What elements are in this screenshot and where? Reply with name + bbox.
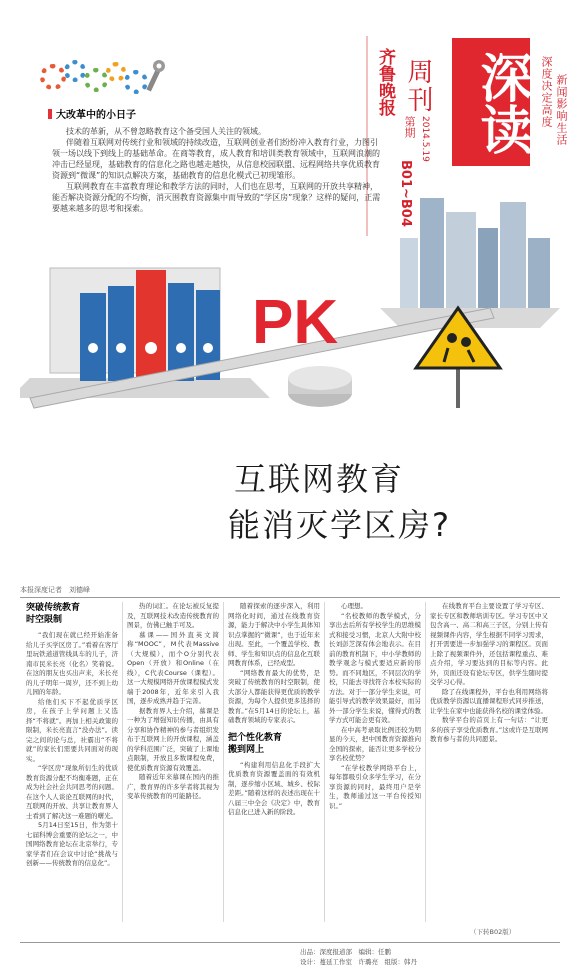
subheading: 时空限制 [26, 615, 63, 625]
page-headline [228, 456, 451, 548]
issue-number: 第期 [402, 116, 414, 138]
gears-illustration [40, 60, 170, 100]
article-column [228, 602, 320, 818]
paragraph: 心理想。 [341, 602, 367, 610]
subheading: 搬到网上 [228, 744, 265, 755]
pk-label: PK [252, 288, 339, 357]
headline-line: 能消灭学区房? [228, 506, 451, 544]
continued-note: （下转B02版） [470, 928, 516, 936]
paragraph: 据教育界人士介绍，慕课是一种为了增强知识传播，由具有分享和协作精神的参与者组织发布于互联网上的开放课程，涵盖的学科范围广泛，突破了上课地点限制，开放且多数课程免费，使优质教育资源有效覆盖。 [127, 706, 219, 772]
column-divider [122, 602, 123, 922]
paragraph: 随着近年来慕课在国内的推广，教育界的许多学者将其视为变革传统教育的可能路径。 [127, 773, 219, 800]
divider [20, 597, 560, 598]
tagline-news: 新闻影响生活 [555, 74, 568, 146]
paragraph: 除了在线课程外，平台也利用网络将优质教学资源以直播课程形式同步推送，让学生在家中也能获得名校的课堂体验。 [430, 687, 548, 715]
pk-illustration [20, 198, 560, 458]
page-range: B01~B04 [398, 160, 413, 227]
section-title-box [452, 38, 530, 166]
article-column [430, 602, 548, 745]
article-column [329, 602, 421, 811]
tagline-depth: 深度决定高度 [540, 56, 553, 128]
divider [20, 942, 560, 943]
intro-paragraph: 技术的革新，从不曾忽略教育这个备受国人关注的领域。 [66, 127, 266, 136]
paragraph: 在中高考录取比例还较为明显的今天，把中国教育资源推向全国的探索，能否让更多学校分享名校优势？ [329, 725, 421, 762]
paragraph: 在线教育平台主要设置了学习专区、家长专区和教师培训专区。学习专区中又包含高一、高二和高三子区，分别上传有视频课件内容，学生根据不同学习需求，打开需要进一步加强学习的课程区。页面上除了视频课件外，还包括课程重点、难点介绍，学习要达到的目标等内容。此外，页面还设有论坛专区，供学生随时提交学习心得。 [430, 602, 548, 686]
section-title: 深读 [471, 51, 532, 155]
paragraph: “名校教师的教学模式，分享出去后所有学校学生的思维模式和接受习惯，北京人大附中校长刘彭芝深有体会地表示。在目前的教育机制下，中小学教师的教学观念与模式要适应新的形势。而不同地区，不同层次的学校，只能去寻找符合本校实际的方法。对于一部分学生来说，可能引导式的教学效果最好，而另外一部分学生来说，懂得式的教学方式可能会更有效。 [329, 611, 421, 724]
paragraph: “构建利用信息化手段扩大优质教育资源覆盖面的有效机制，逐步缩小区域、城乡、校际差距。”随着这样的表述出现在十八届三中全会《决定》中，教育信息化已进入新的阶段。 [228, 760, 320, 816]
paragraph: 随着探索的逐步深入，利用网络化时间，通过在线教育资源，能力于解决中小学生具体知识点掌握的“微课”，也于近年来出现。至此，一个覆盖学校、教师、学生和知识点的信息化互联网教育体系，已经成型。 [228, 602, 320, 667]
credits-line: 设计：蔓延工作室 许璐亮 组版：韩丹 [300, 958, 417, 966]
paragraph: 数学平台的首页上有一句话：“让更多的孩子享受优质教育。”这或许是互联网教育参与者的共同愿景。 [430, 716, 548, 743]
credits [300, 947, 417, 967]
paragraph: “网络教育最大的优势，是突破了传统教育的时空限制，使大部分人都能获得更优质的教学资源，为每个人提供更多选择的教育。”在5月14日的论坛上，基础教育领域的专家表示。 [228, 668, 320, 724]
byline: 本报深度记者 刘德峰 [20, 586, 90, 594]
issue-date: 2014.5.19 [420, 116, 430, 162]
credits-line: 出品：深度报道部 编辑：任鹏 [300, 948, 391, 956]
subheading: 突破传统教育 [26, 603, 81, 613]
column-divider [324, 602, 325, 922]
gear-icon [84, 68, 108, 92]
intro-paragraph: 伴随着互联网对传统行业和领域的持续改造，互联网创业者们纷纷冲入教育行业，力图引领一场以线下到线上的基础革命。在商等教育，成人教育和培训类教育领域中，互联网浪潮的冲击已经显现，基础教育的信息化之路也越走越快，从信息校园联盟、远程网络共享优质教育资源到“微课”的知识点解决方案，基础教育的信息化模式已初现雏形。 [52, 138, 380, 180]
wrench-icon [142, 60, 168, 94]
paragraph: “学区房”现象所衍生的优质教育资源分配不均衡难题，正在成为社会社会共同思考的问题。在这个人人谈论互联网的时代，互联网的开放、共享让教育界人士看到了解决这一难题的曙光。 [26, 764, 118, 820]
subheading: 把个性化教育 [228, 732, 283, 743]
headline-line: 互联网教育 [234, 460, 405, 498]
buildings-image [380, 198, 560, 328]
column-label: 大改革中的小日子 [48, 106, 136, 121]
article-column [26, 602, 118, 869]
gear-icon [64, 60, 86, 82]
column-divider [223, 602, 224, 922]
gear-icon [40, 64, 66, 90]
paragraph: 热的词汇。在论坛被反复提及，互联网技术改造传统教育的图景，仿佛已触手可及。 [127, 602, 219, 629]
intro-paragraph: 互联网教育在丰富教育理论和教学方法的同时，人们也在思考，互联网的开放共享精神，能否解决资源分配的不均衡，消灭围教育资源集中而导致的“学区房”现象？这样的疑问，正需要越来越多的思考和探索。 [52, 182, 381, 213]
paragraph: “我们现在就已经开始准备给儿子买学区房了。”看着在客厅里玩铁道道管线具车的儿子，济南市民米长亮（化名）笑着说。在这的朋友也买出声来，米长亮的儿子明年一周岁，还不到上幼儿园的年龄。 [26, 631, 118, 696]
paragraph: 慕课——国外直英文简称“MOOC”，M代表Massive（大规模），而个O分别代表Open（开放）和Online（在线），C代表Course（课程）。这一大规模网络开放课程模式发端于2008年，近年来引入我国，逐步成熟并趋于完善。 [127, 630, 219, 705]
article-column [127, 602, 219, 802]
gear-icon [106, 62, 126, 82]
column-divider [425, 602, 426, 922]
section-type: 周刊 [403, 58, 433, 114]
paragraph: 5月14日至15日，作为第十七届科博会重要的论坛之一，中国网络教育论坛在北京举行，专家学者们在会议中讨论“挑战与创新——传统教育的信息化”。 [26, 821, 118, 867]
newspaper-name: 齐鲁晚报 [375, 48, 395, 116]
paragraph: “在学校教学网络平台上，每年都吸引众多学生学习，在分享资源的同时，最终用户是学生，教师通过这一平台传授知识。” [329, 763, 421, 810]
paragraph: 给他们买下不起优质学区房，在孩子上学问题上又选择“不将就”。再加上相关政策的限制，米长亮直言“没办法”。读完之间的论与总，社霸出“不将就”的家长们需要共同面对的现实。 [26, 697, 118, 763]
